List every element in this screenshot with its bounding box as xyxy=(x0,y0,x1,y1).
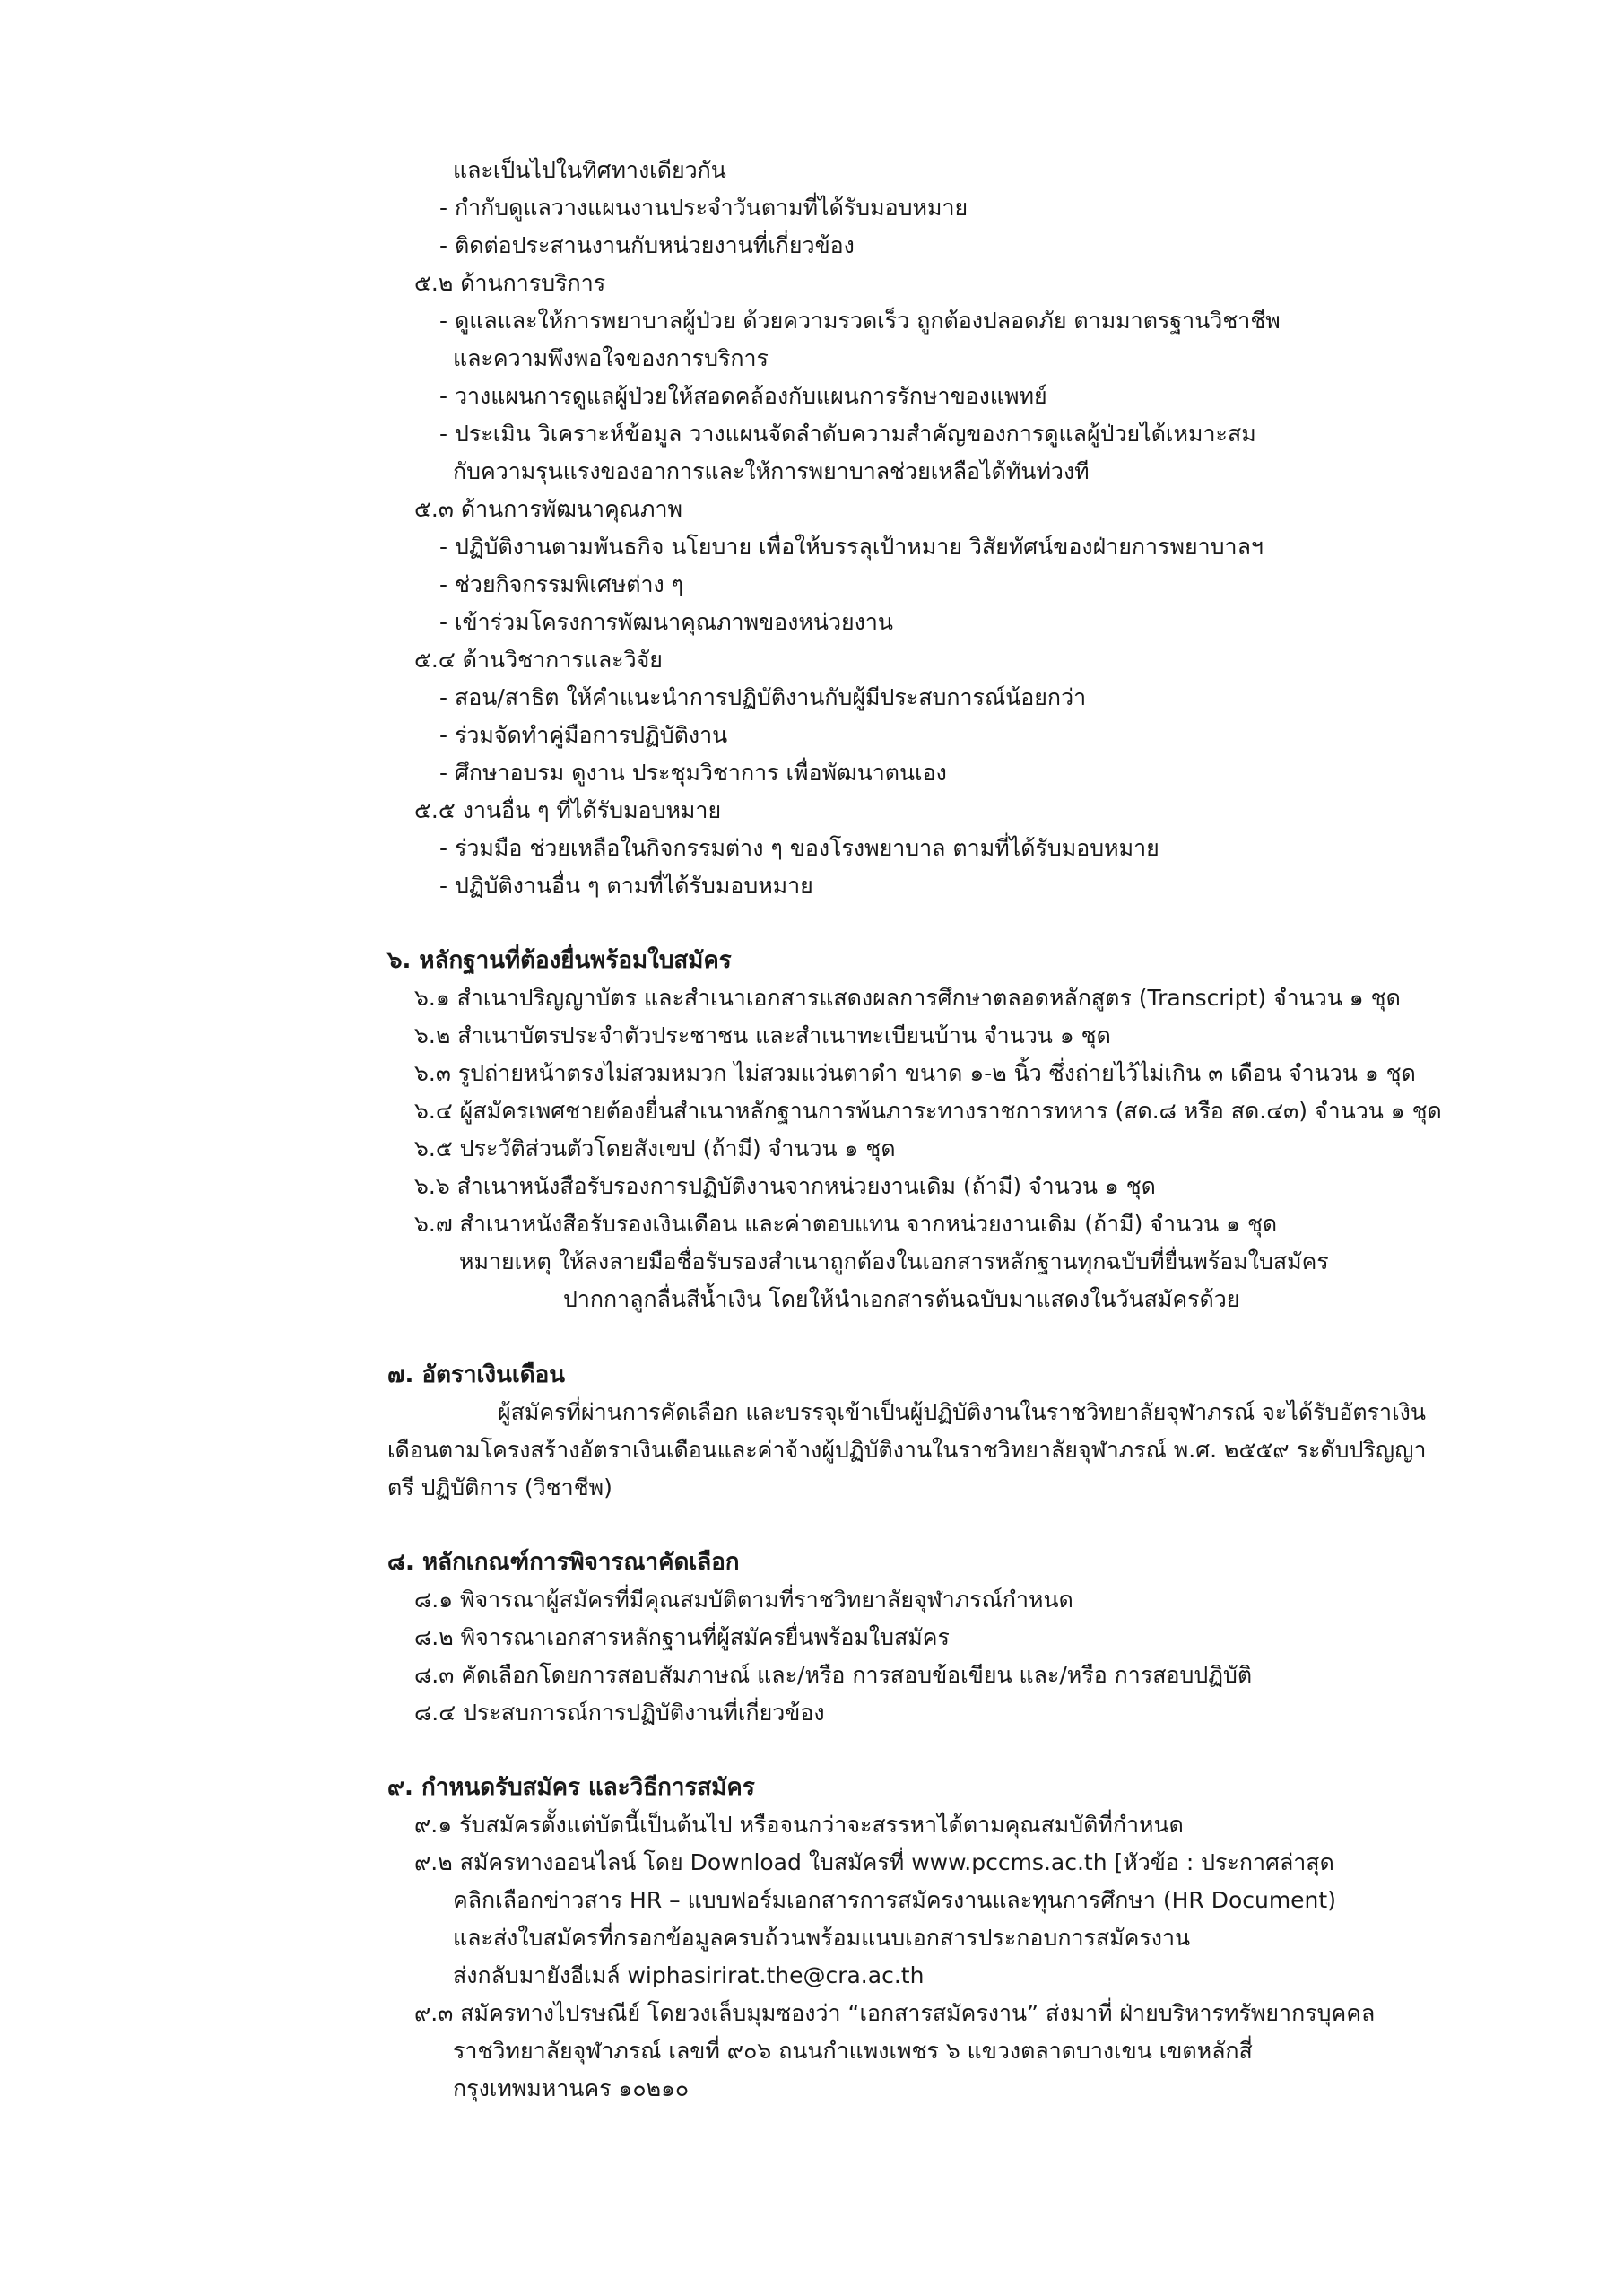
paragraph-line: ตรี ปฏิบัติการ (วิชาชีพ) xyxy=(387,1474,612,1500)
list-item: - ร่วมมือ ช่วยเหลือในกิจกรรมต่าง ๆ ของโรงพยาบาล ตามที่ได้รับมอบหมาย xyxy=(439,835,1159,861)
list-item: - วางแผนการดูแลผู้ป่วยให้สอดคล้องกับแผนการรักษาของแพทย์ xyxy=(439,383,1047,409)
section-heading: ๘. หลักเกณฑ์การพิจารณาคัดเลือก xyxy=(387,1549,740,1576)
text-line: กรุงเทพมหานคร ๑๐๒๑๐ xyxy=(453,2075,690,2101)
list-item: ๖.๔ ผู้สมัครเพศชายต้องยื่นสำเนาหลักฐานการพ้นภาระทางราชการทหาร (สด.๘ หรือ สด.๔๓) จำนวน ๑ ชุด xyxy=(414,1098,1442,1124)
list-item: ๖.๕ ประวัติส่วนตัวโดยสังเขป (ถ้ามี) จำนวน ๑ ชุด xyxy=(414,1135,896,1161)
text-line: กับความรุนแรงของอาการและให้การพยาบาลช่วยเหลือได้ทันท่วงที xyxy=(453,458,1090,484)
list-item: - สอน/สาธิต ให้คำแนะนำการปฏิบัติงานกับผู้มีประสบการณ์น้อยกว่า xyxy=(439,684,1087,710)
list-item: ๖.๑ สำเนาปริญญาบัตร และสำเนาเอกสารแสดงผลการศึกษาตลอดหลักสูตร (Transcript) จำนวน ๑ ชุด xyxy=(414,985,1401,1011)
list-item: ๖.๗ สำเนาหนังสือรับรองเงินเดือน และค่าตอบแทน จากหน่วยงานเดิม (ถ้ามี) จำนวน ๑ ชุด xyxy=(414,1211,1278,1237)
paragraph-line: เดือนตามโครงสร้างอัตราเงินเดือนและค่าจ้างผู้ปฏิบัติงานในราชวิทยาลัยจุฬาภรณ์ พ.ศ. ๒๕๕๙ ระดับปริญญา xyxy=(387,1437,1427,1463)
text-line: และเป็นไปในทิศทางเดียวกัน xyxy=(453,157,726,183)
list-item: - ดูแลและให้การพยาบาลผู้ป่วย ด้วยความรวดเร็ว ถูกต้องปลอดภัย ตามมาตรฐานวิชาชีพ xyxy=(439,308,1281,334)
text-line: ส่งกลับมายังอีเมล์ wiphasirirat.the@cra.ac.th xyxy=(453,1962,925,1988)
section-heading: ๗. อัตราเงินเดือน xyxy=(387,1361,566,1388)
list-item: - ปฏิบัติงานอื่น ๆ ตามที่ได้รับมอบหมาย xyxy=(439,873,813,899)
text-line: และส่งใบสมัครที่กรอกข้อมูลครบถ้วนพร้อมแนบเอกสารประกอบการสมัครงาน xyxy=(453,1925,1191,1951)
list-item: - ร่วมจัดทำคู่มือการปฏิบัติงาน xyxy=(439,722,728,748)
note-line: ปากกาลูกลื่นสีน้ำเงิน โดยให้นำเอกสารต้นฉบับมาแสดงในวันสมัครด้วย xyxy=(563,1286,1240,1312)
section-heading: ๙. กำหนดรับสมัคร และวิธีการสมัคร xyxy=(387,1774,755,1801)
list-item: ๖.๓ รูปถ่ายหน้าตรงไม่สวมหมวก ไม่สวมแว่นตาดำ ขนาด ๑-๒ นิ้ว ซึ่งถ่ายไว้ไม่เกิน ๓ เดือน จำนวน ๑ ชุด xyxy=(414,1060,1416,1086)
list-item: ๘.๔ ประสบการณ์การปฏิบัติงานที่เกี่ยวข้อง xyxy=(414,1700,825,1726)
section-heading: ๖. หลักฐานที่ต้องยื่นพร้อมใบสมัคร xyxy=(387,947,732,974)
subsection-heading: ๕.๓ ด้านการพัฒนาคุณภาพ xyxy=(414,496,682,522)
subsection-heading: ๕.๒ ด้านการบริการ xyxy=(414,270,606,296)
paragraph-line: ผู้สมัครที่ผ่านการคัดเลือก และบรรจุเข้าเป็นผู้ปฏิบัติงานในราชวิทยาลัยจุฬาภรณ์ จะได้รับอัตราเงิน xyxy=(498,1399,1426,1425)
list-item: - ช่วยกิจกรรมพิเศษต่าง ๆ xyxy=(439,571,684,597)
list-item: ๘.๓ คัดเลือกโดยการสอบสัมภาษณ์ และ/หรือ การสอบข้อเขียน และ/หรือ การสอบปฏิบัติ xyxy=(414,1662,1253,1688)
list-item: - เข้าร่วมโครงการพัฒนาคุณภาพของหน่วยงาน xyxy=(439,609,893,635)
list-item: ๖.๒ สำเนาบัตรประจำตัวประชาชน และสำเนาทะเบียนบ้าน จำนวน ๑ ชุด xyxy=(414,1022,1111,1048)
list-item: - กำกับดูแลวางแผนงานประจำวันตามที่ได้รับมอบหมาย xyxy=(439,195,968,221)
text-line: คลิกเลือกข่าวสาร HR – แบบฟอร์มเอกสารการสมัครงานและทุนการศึกษา (HR Document) xyxy=(453,1887,1336,1913)
list-item: ๖.๖ สำเนาหนังสือรับรองการปฏิบัติงานจากหน่วยงานเดิม (ถ้ามี) จำนวน ๑ ชุด xyxy=(414,1173,1156,1199)
subsection-heading: ๕.๕ งานอื่น ๆ ที่ได้รับมอบหมาย xyxy=(414,797,722,823)
list-item: ๙.๓ สมัครทางไปรษณีย์ โดยวงเล็บมุมซองว่า “เอกสารสมัครงาน” ส่งมาที่ ฝ่ายบริหารทรัพยากรบุคคล xyxy=(414,2000,1376,2026)
note-line: หมายเหตุ ให้ลงลายมือชื่อรับรองสำเนาถูกต้องในเอกสารหลักฐานทุกฉบับที่ยื่นพร้อมใบสมัคร xyxy=(459,1248,1329,1274)
list-item: ๘.๑ พิจารณาผู้สมัครที่มีคุณสมบัติตามที่ราชวิทยาลัยจุฬาภรณ์กำหนด xyxy=(414,1587,1073,1613)
text-line: และความพึงพอใจของการบริการ xyxy=(453,345,769,371)
list-item: - ปฏิบัติงานตามพันธกิจ นโยบาย เพื่อให้บรรลุเป้าหมาย วิสัยทัศน์ของฝ่ายการพยาบาลฯ xyxy=(439,534,1264,560)
list-item: ๙.๑ รับสมัครตั้งแต่บัดนี้เป็นต้นไป หรือจนกว่าจะสรรหาได้ตามคุณสมบัติที่กำหนด xyxy=(414,1812,1184,1838)
list-item: ๙.๒ สมัครทางออนไลน์ โดย Download ใบสมัครที่ www.pccms.ac.th [หัวข้อ : ประกาศล่าสุด xyxy=(414,1849,1334,1875)
list-item: ๘.๒ พิจารณาเอกสารหลักฐานที่ผู้สมัครยื่นพร้อมใบสมัคร xyxy=(414,1624,950,1650)
list-item: - ศึกษาอบรม ดูงาน ประชุมวิชาการ เพื่อพัฒนาตนเอง xyxy=(439,760,947,786)
text-line: ราชวิทยาลัยจุฬาภรณ์ เลขที่ ๙๐๖ ถนนกำแพงเพชร ๖ แขวงตลาดบางเขน เขตหลักสี่ xyxy=(453,2038,1253,2064)
list-item: - ติดต่อประสานงานกับหน่วยงานที่เกี่ยวข้อง xyxy=(439,232,855,258)
list-item: - ประเมิน วิเคราะห์ข้อมูล วางแผนจัดลำดับความสำคัญของการดูแลผู้ป่วยได้เหมาะสม xyxy=(439,421,1256,447)
subsection-heading: ๕.๔ ด้านวิชาการและวิจัย xyxy=(414,647,663,673)
